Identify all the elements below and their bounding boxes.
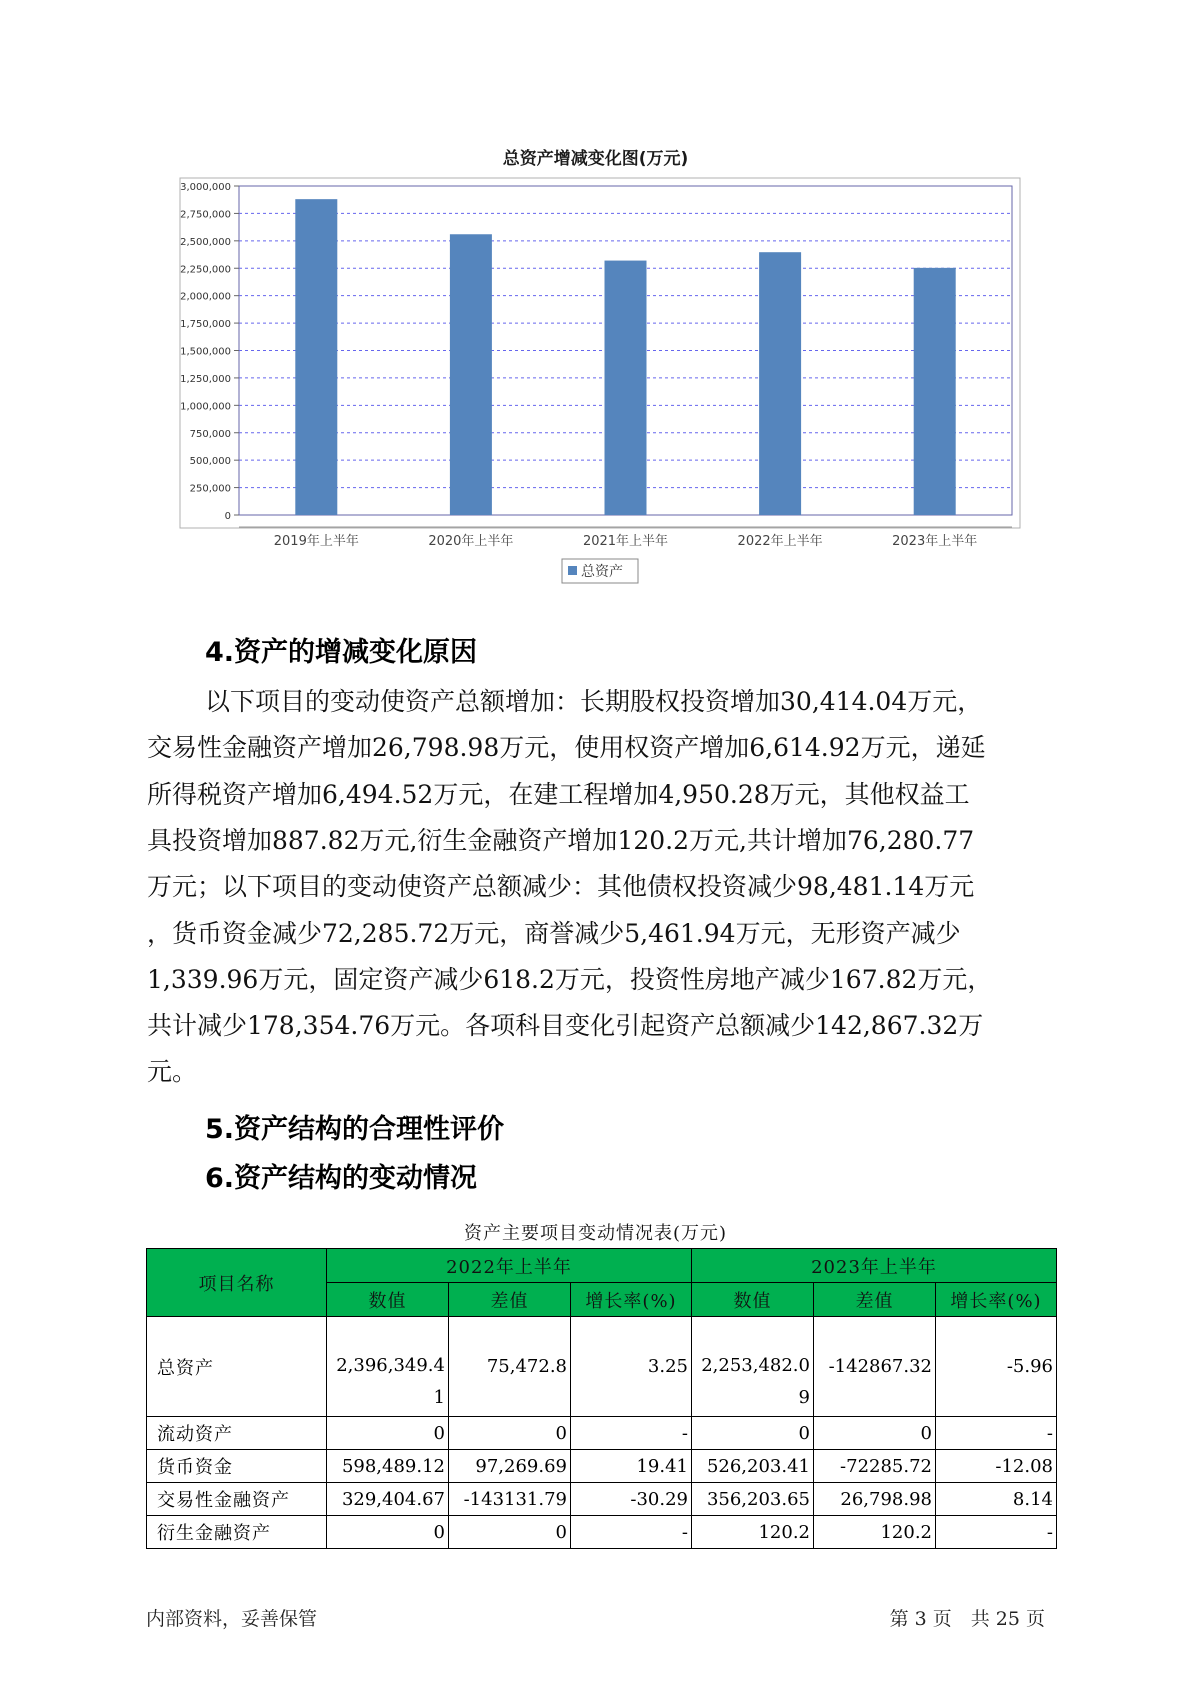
- paragraph-line: 所得税资产增加6,494.52万元，在建工程增加4,950.28万元，其他权益工: [147, 779, 970, 809]
- paragraph-line: 具投资增加887.82万元,衍生金融资产增加120.2万元,共计增加76,280.77: [147, 825, 975, 855]
- cell-b-diff: -142867.32: [814, 1317, 936, 1417]
- header-value: 数值: [692, 1283, 814, 1317]
- header-diff: 差值: [814, 1283, 936, 1317]
- row-name: 货币资金: [147, 1450, 327, 1483]
- cell-a-value: 598,489.12: [327, 1450, 449, 1483]
- cell-b-rate: 8.14: [936, 1483, 1057, 1516]
- y-tick-label: 1,000,000: [180, 401, 231, 413]
- cell-b-diff: 120.2: [814, 1516, 936, 1549]
- bar: [295, 199, 337, 515]
- chart-title: 总资产增减变化图(万元): [502, 149, 689, 169]
- cell-a-rate: 3.25: [571, 1317, 692, 1417]
- y-tick-label: 1,500,000: [180, 346, 231, 358]
- table-row: [147, 1516, 1057, 1549]
- paragraph-line: ，货币资金减少72,285.72万元，商誉减少5,461.94万元，无形资产减少: [147, 918, 961, 948]
- cell-a-value: 329,404.67: [327, 1483, 449, 1516]
- cell-b-diff: -72285.72: [814, 1450, 936, 1483]
- cell-b-diff: 26,798.98: [814, 1483, 936, 1516]
- cell-a-diff: 0: [449, 1417, 571, 1450]
- bar: [605, 261, 647, 515]
- cell-b-rate: -12.08: [936, 1450, 1057, 1483]
- x-tick-label: 2020年上半年: [428, 534, 514, 549]
- row-name: 交易性金融资产: [147, 1483, 327, 1516]
- paragraph-line: 万元；以下项目的变动使资产总额减少：其他债权投资减少98,481.14万元: [147, 872, 975, 902]
- cell-a-rate: -30.29: [571, 1483, 692, 1516]
- footer-page-number: 第 3 页 共 25 页: [889, 1608, 1045, 1630]
- x-tick-label: 2021年上半年: [582, 534, 669, 549]
- cell-a-diff: 75,472.8: [449, 1317, 571, 1417]
- y-tick-label: 500,000: [189, 456, 231, 468]
- cell-a-value: 0: [327, 1516, 449, 1549]
- cell-a-value: 2,396,349.41: [327, 1317, 449, 1417]
- cell-a-diff: 97,269.69: [449, 1450, 571, 1483]
- row-name: 总资产: [147, 1317, 327, 1417]
- cell-a-diff: 0: [449, 1516, 571, 1549]
- table-row: [147, 1483, 1057, 1516]
- table-row: [147, 1450, 1057, 1483]
- cell-b-value: 356,203.65: [692, 1483, 814, 1516]
- header-diff: 差值: [449, 1283, 571, 1317]
- section-4-heading: 4.资产的增减变化原因: [205, 637, 478, 668]
- asset-change-table: [146, 1248, 1057, 1549]
- bar: [759, 252, 801, 515]
- paragraph-line: 交易性金融资产增加26,798.98万元，使用权资产增加6,614.92万元，递延: [147, 733, 986, 763]
- row-name: 流动资产: [147, 1417, 327, 1450]
- cell-a-rate: 19.41: [571, 1450, 692, 1483]
- table-row: [147, 1317, 1057, 1417]
- table-row: [147, 1417, 1057, 1450]
- y-tick-label: 0: [224, 511, 231, 522]
- paragraph-line: 1,339.96万元，固定资产减少618.2万元，投资性房地产减少167.82万元，: [147, 964, 993, 994]
- cell-b-value: 0: [692, 1417, 814, 1450]
- cell-b-rate: -: [936, 1516, 1057, 1549]
- cell-a-value: 0: [327, 1417, 449, 1450]
- cell-a-rate: -: [571, 1516, 692, 1549]
- header-value: 数值: [327, 1283, 449, 1317]
- cell-b-value: 2,253,482.09: [692, 1317, 814, 1417]
- cell-b-value: 526,203.41: [692, 1450, 814, 1483]
- header-period-2022: 2022年上半年: [327, 1249, 692, 1283]
- x-tick-label: 2022年上半年: [737, 534, 823, 549]
- header-period-2023: 2023年上半年: [692, 1249, 1057, 1283]
- y-tick-label: 2,250,000: [180, 264, 231, 276]
- cell-a-diff: -143131.79: [449, 1483, 571, 1516]
- cell-b-diff: 0: [814, 1417, 936, 1450]
- y-tick-label: 2,000,000: [180, 291, 231, 303]
- section-6-heading: 6.资产结构的变动情况: [205, 1163, 478, 1194]
- y-tick-label: 2,500,000: [180, 236, 231, 248]
- cell-b-rate: -5.96: [936, 1317, 1057, 1417]
- cell-b-value: 120.2: [692, 1516, 814, 1549]
- y-tick-label: 750,000: [189, 428, 231, 440]
- header-rate: 增长率(%): [936, 1283, 1057, 1317]
- section-5-heading: 5.资产结构的合理性评价: [205, 1114, 505, 1145]
- y-tick-label: 250,000: [189, 483, 231, 495]
- paragraph-line: 以下项目的变动使资产总额增加：长期股权投资增加30,414.04万元，: [205, 687, 983, 716]
- x-tick-label: 2023年上半年: [892, 534, 978, 549]
- cell-b-rate: -: [936, 1417, 1057, 1450]
- y-tick-label: 3,000,000: [180, 182, 231, 193]
- y-tick-label: 2,750,000: [180, 209, 231, 221]
- bar: [450, 234, 492, 515]
- x-tick-label: 2019年上半年: [273, 534, 359, 549]
- paragraph-line: 共计减少178,354.76万元。各项科目变化引起资产总额减少142,867.32万: [147, 1011, 984, 1041]
- paragraph-line: 元。: [147, 1057, 198, 1087]
- cell-a-rate: -: [571, 1417, 692, 1450]
- y-tick-label: 1,250,000: [180, 373, 231, 385]
- footer-confidential-note: 内部资料，妥善保管: [146, 1608, 318, 1630]
- row-name: 衍生金融资产: [147, 1516, 327, 1549]
- legend-swatch: [568, 566, 577, 575]
- total-assets-bar-chart: [0, 0, 1191, 600]
- y-tick-label: 1,750,000: [180, 319, 231, 331]
- legend-label: 总资产: [581, 564, 623, 580]
- header-rate: 增长率(%): [571, 1283, 692, 1317]
- header-item-name: 项目名称: [147, 1249, 327, 1317]
- table-caption: 资产主要项目变动情况表(万元): [463, 1223, 728, 1244]
- bar: [914, 268, 956, 515]
